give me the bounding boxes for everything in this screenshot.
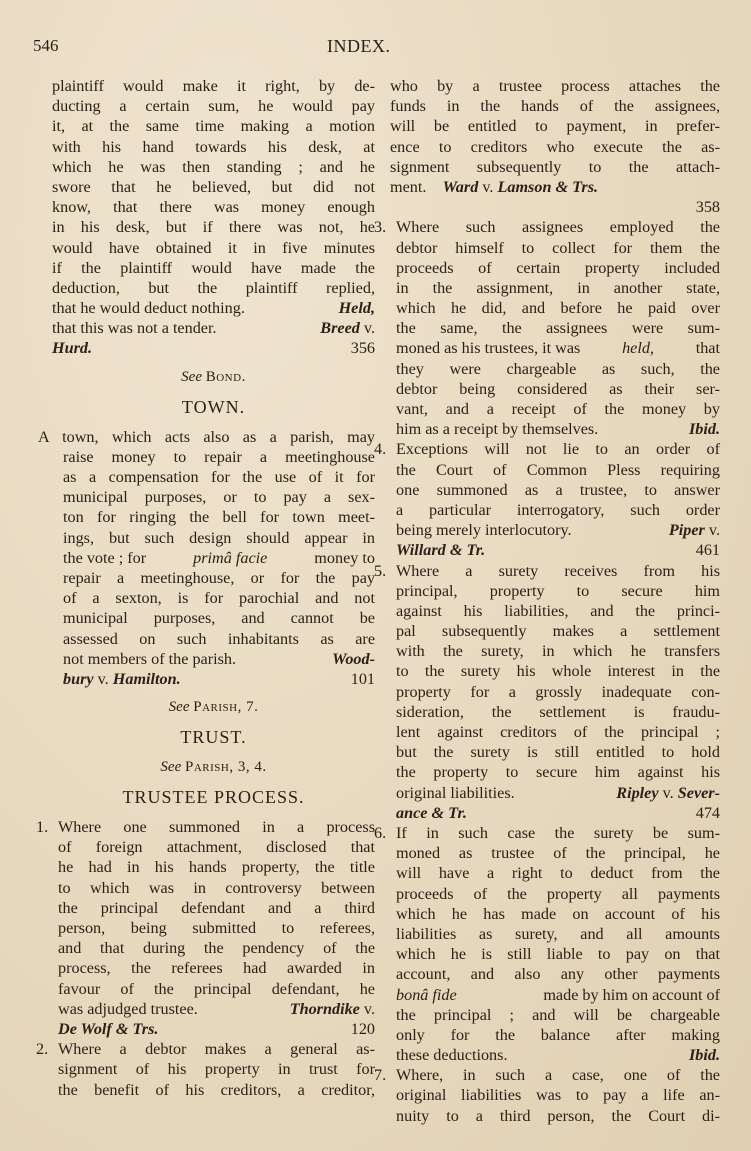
case-name: Sever- — [677, 783, 720, 802]
text: him as a receipt by themselves. — [396, 420, 599, 439]
text-line: debtor being considered as their ser- — [396, 379, 720, 398]
text: the vote ; for — [63, 548, 147, 567]
see-reference: Bond. — [205, 368, 246, 385]
text-line: principal, property to secure him — [396, 581, 720, 600]
latin-phrase: bonâ fide — [396, 985, 457, 1004]
see-label: See — [181, 368, 202, 385]
text-line: one summoned as a trustee, to answer — [396, 480, 720, 499]
text-line: swore that he believed, but did not — [52, 177, 375, 196]
see-label: See — [168, 699, 190, 716]
text-line: repair a meetinghouse, or for the pay — [63, 568, 375, 587]
text-line: only for the balance after making — [396, 1025, 720, 1044]
text-line: in the assignment, in another state, — [396, 278, 720, 297]
text-line: If in such case the surety be sum- — [396, 823, 720, 842]
text-line: if the plaintiff would have made the — [52, 258, 375, 277]
entry-first-line — [36, 817, 375, 837]
text-line: as a compensation for the use of it for — [63, 468, 375, 486]
text-line: raise money to repair a meetinghouse — [63, 447, 375, 466]
text-line: proceeds of the property all payments — [396, 884, 720, 903]
case-name: Piper — [668, 521, 705, 540]
text: that he would deduct nothing. — [52, 299, 245, 318]
page-reference: 101 — [350, 669, 375, 688]
page-reference: 474 — [695, 803, 720, 822]
entry-number: 4. — [374, 440, 387, 459]
citation-line — [52, 338, 375, 358]
latin-phrase: primâ facie — [193, 548, 268, 567]
text-line: know, that there was money enough — [52, 198, 375, 217]
entry-first-line — [374, 823, 720, 843]
see-also-parish — [52, 697, 375, 717]
text-line: process, the referees had awarded in — [58, 959, 375, 978]
citation-line — [50, 669, 375, 689]
text-line: which he has made on account of his — [396, 904, 720, 923]
text-line: the same, the assignees were sum- — [396, 319, 720, 338]
text-line: he had in his hands property, the title — [58, 858, 375, 877]
citation-line — [396, 540, 720, 560]
text: that — [695, 339, 720, 358]
text-line: against his liabilities, and the princi- — [396, 601, 720, 620]
heading-trustee-process: TRUSTEE PROCESS. — [122, 787, 305, 808]
text-line: the Court of Common Pless requiring — [396, 460, 720, 479]
page-reference: 461 — [695, 541, 720, 560]
text-line — [50, 548, 375, 568]
page-reference: 358 — [695, 198, 720, 217]
case-name: De Wolf & Trs. — [58, 1019, 159, 1038]
case-name: Thorndike — [289, 999, 360, 1018]
text-line — [52, 298, 375, 318]
tender-entry-continuation — [52, 76, 375, 359]
trustee-entry-2-continuation — [374, 76, 720, 217]
text-line: assessed on such inhabitants as are — [63, 629, 375, 648]
text-line: Exceptions will not lie to an order of — [396, 440, 720, 459]
see-label: See — [160, 759, 182, 776]
text-line: ings, but such design should appear in — [63, 528, 375, 547]
text-line: Where one summoned in a process — [58, 818, 375, 837]
see-reference: Parish, 3, 4. — [184, 759, 267, 776]
text-line: will be entitled to payment, in prefer- — [390, 117, 720, 136]
case-name: Hamilton. — [112, 669, 181, 688]
citation-line — [58, 1019, 375, 1039]
text-line: person, being submitted to referees, — [58, 919, 375, 938]
text-line: municipal purposes, or to pay a sex- — [63, 488, 375, 507]
trustee-entry-3 — [374, 217, 720, 439]
text-line: property for a grossly inadequate con- — [396, 682, 720, 701]
heading-town: TOWN. — [181, 396, 246, 417]
trustee-entry-6 — [374, 823, 720, 1065]
entry-first-line — [374, 561, 720, 581]
text-line: in his desk, but if there was not, he — [52, 218, 375, 237]
text-line: the principal defendant and a third — [58, 898, 375, 917]
text-line: signment of his property in trust for — [58, 1060, 375, 1079]
case-name: Ward — [442, 177, 479, 196]
left-column — [36, 76, 375, 1100]
case-name: ance & Tr. — [396, 803, 467, 822]
text-line — [396, 985, 720, 1005]
ibid-citation: Ibid. — [688, 420, 720, 439]
versus: v. — [97, 669, 109, 688]
entry-number: 5. — [374, 561, 387, 580]
text-line — [396, 783, 720, 803]
text-line: will have a right to deduct from the — [396, 864, 720, 883]
text-line: vant, and a receipt of the money by — [396, 400, 720, 419]
citation-line — [396, 419, 720, 439]
right-column — [374, 76, 720, 1126]
text: was adjudged trustee. — [58, 999, 198, 1018]
text-line: it, at the same time making a motion — [52, 117, 375, 136]
text-line: who by a trustee process attaches the — [390, 77, 720, 95]
text-line: account, and also any other payments — [396, 965, 720, 984]
versus: v. — [662, 783, 674, 802]
text-line: and that during the pendency of the — [58, 939, 375, 958]
case-name: Wood- — [332, 649, 375, 668]
text-line: the principal ; and will be chargeable — [396, 1005, 720, 1024]
text-line: moned as trustee of the principal, he — [396, 844, 720, 863]
text-line: which he was then standing ; and he — [52, 157, 375, 176]
text-line: the property to secure him against his — [396, 763, 720, 782]
text-line: which he is still liable to pay on that — [396, 945, 720, 964]
text-line: lent against creditors of the principal ; — [396, 723, 720, 742]
text-line: original liabilities was to pay a life an- — [396, 1086, 720, 1105]
citation-line — [396, 1045, 720, 1065]
entry-number: 1. — [36, 818, 49, 837]
case-name: Willard & Tr. — [396, 541, 486, 560]
text-line: sideration, the settlement is fraudu- — [396, 702, 720, 721]
text-line: of a sexton, is for parochial and not — [63, 589, 375, 608]
page-number: 546 — [33, 36, 59, 55]
trustee-entry-7 — [374, 1065, 720, 1126]
text-line: the benefit of his creditors, a creditor, — [58, 1080, 375, 1099]
text-line: Where such assignees employed the — [396, 218, 720, 237]
text-line: signment subsequently to the attach- — [390, 157, 720, 176]
entry-first-line — [374, 439, 720, 459]
text-line: proceeds of certain property included — [396, 258, 720, 277]
trustee-entry-4 — [374, 439, 720, 560]
ibid-citation: Ibid. — [688, 1046, 720, 1065]
text: being merely interlocutory. — [396, 521, 572, 540]
entry-number: 3. — [374, 218, 387, 237]
text: moned as his trustees, it was — [396, 339, 581, 358]
see-also-bond — [52, 367, 375, 387]
entry-number: 6. — [374, 823, 387, 842]
running-head: INDEX. — [327, 36, 391, 56]
versus: v. — [363, 319, 375, 338]
entry-first-line — [374, 217, 720, 237]
text-line: liabilities as surety, and all amounts — [396, 924, 720, 943]
text-line: of foreign attachment, disclosed that — [58, 838, 375, 857]
citation-line — [396, 803, 720, 823]
text-line — [396, 520, 720, 540]
text: money to — [314, 548, 375, 567]
see-reference: Parish, 7. — [193, 699, 259, 716]
text-line — [390, 177, 720, 197]
text-line: they were chargeable as such, the — [396, 359, 720, 378]
text-line: Where a surety receives from his — [396, 561, 720, 580]
text-line: which he did, and before he paid over — [396, 299, 720, 318]
case-name: Ripley — [616, 783, 659, 802]
text-line: funds in the hands of the assignees, — [390, 97, 720, 116]
held-italic: Held, — [338, 299, 375, 318]
text-line: but the surety is still entitled to hold — [396, 743, 720, 762]
text-line: nuity to a third person, the Court di- — [396, 1106, 720, 1125]
versus: v. — [482, 177, 494, 196]
case-name: Lamson & Trs. — [497, 177, 599, 196]
text-line: ence to creditors who execute the as- — [390, 137, 720, 156]
heading-trust: TRUST. — [180, 727, 247, 748]
case-name: bury — [63, 669, 94, 688]
text-line: pal subsequently makes a settlement — [396, 622, 720, 641]
page-header — [0, 36, 751, 60]
see-also-parish-trust — [52, 757, 375, 777]
text-line: deduction, but the plaintiff replied, — [52, 278, 375, 297]
text: these deductions. — [396, 1046, 508, 1065]
text-line: ducting a certain sum, he would pay — [52, 97, 375, 116]
entry-first-line — [36, 1039, 375, 1059]
entry-first-line — [374, 1065, 720, 1085]
text-line: Where, in such a case, one of the — [396, 1066, 720, 1085]
text: original liabilities. — [396, 783, 515, 802]
text: ment. — [390, 177, 427, 196]
text-line: A town, which acts also as a parish, may — [38, 427, 375, 446]
trustee-entry-1 — [36, 817, 375, 1039]
text-line — [58, 999, 375, 1019]
town-entry — [38, 427, 375, 689]
entry-number: 2. — [36, 1040, 49, 1059]
text-line: ton for ringing the bell for town meet- — [63, 508, 375, 527]
text-line — [52, 318, 375, 338]
trustee-entry-5 — [374, 561, 720, 823]
trustee-entry-2 — [36, 1039, 375, 1100]
case-name: Hurd. — [52, 339, 93, 358]
entry-number: 7. — [374, 1066, 387, 1085]
versus: v. — [363, 999, 375, 1018]
text-line: debtor himself to collect for them the — [396, 238, 720, 257]
text-line: favour of the principal defendant, he — [58, 979, 375, 998]
versus: v. — [708, 521, 720, 540]
text: made by him on account of — [543, 985, 720, 1004]
page-reference: 120 — [350, 1019, 375, 1038]
text-line — [50, 649, 375, 669]
text-line: to which was in controversy between — [58, 878, 375, 897]
text-line: with his hand towards his desk, at — [52, 137, 375, 156]
text: that this was not a tender. — [52, 319, 217, 338]
text-line: to the surety his whole interest in the — [396, 662, 720, 681]
text-line: municipal purposes, and cannot be — [63, 609, 375, 628]
text-line: a particular interrogatory, such order — [396, 500, 720, 519]
text-line: Where a debtor makes a general as- — [58, 1040, 375, 1059]
text-line — [396, 338, 720, 358]
page-reference: 356 — [350, 339, 375, 358]
held-italic: held, — [622, 339, 654, 358]
text: not members of the parish. — [63, 649, 237, 668]
text-line: would have obtained it in five minutes — [52, 238, 375, 257]
text-line: plaintiff would make it right, by de- — [52, 77, 375, 95]
case-name: Breed — [320, 319, 360, 338]
text-line: with the surety, in which he transfers — [396, 642, 720, 661]
